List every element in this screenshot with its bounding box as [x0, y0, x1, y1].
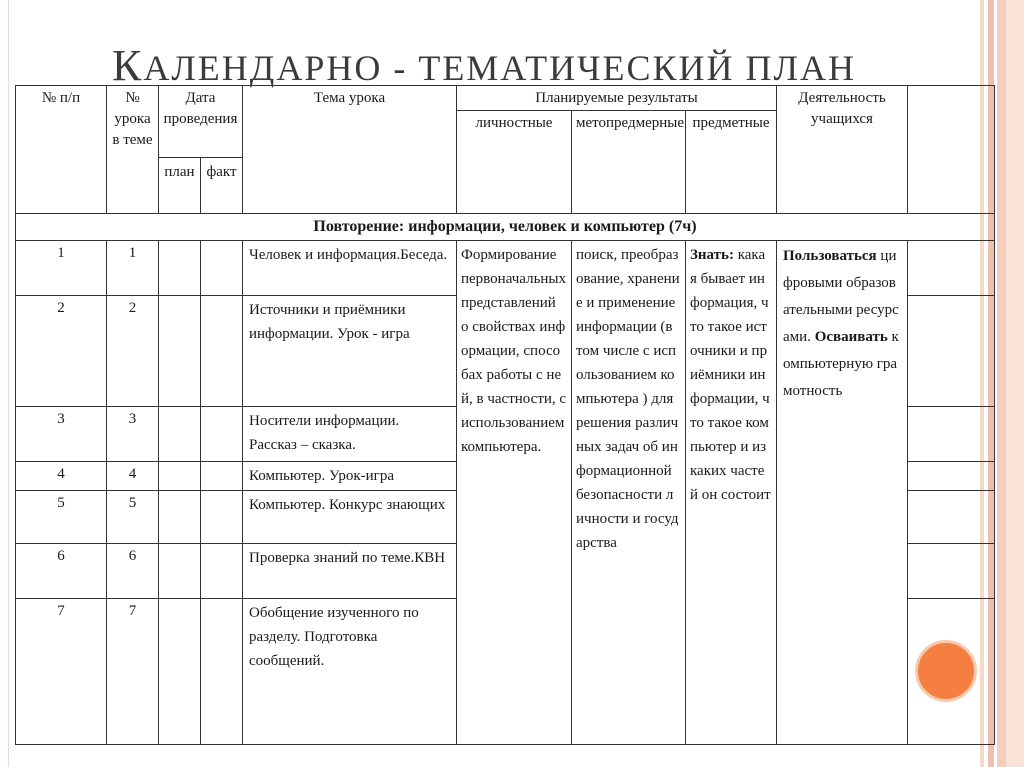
row-4-extra: [907, 461, 995, 491]
row-6-fact: [200, 543, 243, 599]
header-fact: факт: [200, 157, 243, 214]
row-6-num: 6: [15, 543, 107, 599]
left-border-line: [8, 0, 9, 767]
activity-bold-1: Пользоваться: [783, 248, 877, 264]
header-subject: предметные: [685, 110, 777, 214]
row-4-fact: [200, 461, 243, 491]
row-1-fact: [200, 240, 243, 296]
row-7-plan: [158, 598, 201, 745]
header-topic: Тема урока: [242, 85, 457, 214]
row-4-topic: Компьютер. Урок-игра: [242, 461, 457, 491]
section-row: Повторение: информации, человек и компьютер (7ч): [15, 213, 995, 241]
decorative-orange-circle: [915, 640, 977, 702]
header-date: Дата проведения: [158, 85, 243, 158]
row-6-topic: Проверка знаний по теме.КВН: [242, 543, 457, 599]
header-lesson-num: № урока в теме: [106, 85, 159, 214]
row-3-extra: [907, 406, 995, 462]
subject-results: [685, 240, 777, 745]
row-6-extra: [907, 543, 995, 599]
meta-results: поиск, преобразование, хранение и применение информации (в том числе с использованием компьютера ) для решения различных задач об информационной безопасности личности и государства: [571, 240, 686, 745]
row-3-num: 3: [15, 406, 107, 462]
row-7-lesson: 7: [106, 598, 159, 745]
activity-text-2: компьютерную грамотность: [783, 329, 899, 399]
row-5-fact: [200, 490, 243, 544]
title-rest: АЛЕНДАРНО - ТЕМАТИЧЕСКИЙ ПЛАН: [143, 48, 856, 88]
page-title: [112, 40, 856, 91]
header-results: Планируемые результаты: [456, 85, 777, 111]
row-7-num: 7: [15, 598, 107, 745]
personal-results: Формирование первоначальных представлений о свойствах информации, способах работы с ней, в частности, с использованием компьютера.: [456, 240, 572, 745]
row-5-plan: [158, 490, 201, 544]
row-4-num: 4: [15, 461, 107, 491]
row-5-topic: Компьютер. Конкурс знающих: [242, 490, 457, 544]
row-1-num: 1: [15, 240, 107, 296]
row-4-lesson: 4: [106, 461, 159, 491]
activity-bold-2: Осваивать: [814, 329, 888, 345]
row-6-lesson: 6: [106, 543, 159, 599]
header-empty: [907, 85, 995, 214]
header-num: № п/п: [15, 85, 107, 214]
row-5-num: 5: [15, 490, 107, 544]
row-3-lesson: 3: [106, 406, 159, 462]
row-1-topic: Человек и информация.Беседа.: [242, 240, 457, 296]
row-2-extra: [907, 295, 995, 407]
header-meta: метопредмерные: [571, 110, 686, 214]
row-7-fact: [200, 598, 243, 745]
row-7-topic: Обобщение изученного по разделу. Подготовка сообщений.: [242, 598, 457, 745]
header-activity: Деятельность учащихся: [776, 85, 908, 214]
row-1-plan: [158, 240, 201, 296]
row-4-plan: [158, 461, 201, 491]
subject-know-label: Знать:: [690, 247, 734, 263]
row-3-fact: [200, 406, 243, 462]
row-6-plan: [158, 543, 201, 599]
title-first-letter: К: [112, 41, 144, 90]
header-plan: план: [158, 157, 201, 214]
row-2-topic: Источники и приёмники информации. Урок - игра: [242, 295, 457, 407]
subject-text: какая бывает информация, что такое источники и приёмники информации, что такое компьютер и из каких частей он состоит: [690, 247, 771, 503]
row-3-plan: [158, 406, 201, 462]
row-5-extra: [907, 490, 995, 544]
plan-table: [15, 85, 995, 745]
header-personal: личностные: [456, 110, 572, 214]
row-2-plan: [158, 295, 201, 407]
activity-cell: [776, 240, 908, 745]
row-1-extra: [907, 240, 995, 296]
row-5-lesson: 5: [106, 490, 159, 544]
row-2-fact: [200, 295, 243, 407]
activity-text-1: цифровыми образовательными ресурсами.: [783, 248, 899, 345]
row-2-lesson: 2: [106, 295, 159, 407]
row-3-topic: Носители информации. Рассказ – сказка.: [242, 406, 457, 462]
row-2-num: 2: [15, 295, 107, 407]
row-1-lesson: 1: [106, 240, 159, 296]
